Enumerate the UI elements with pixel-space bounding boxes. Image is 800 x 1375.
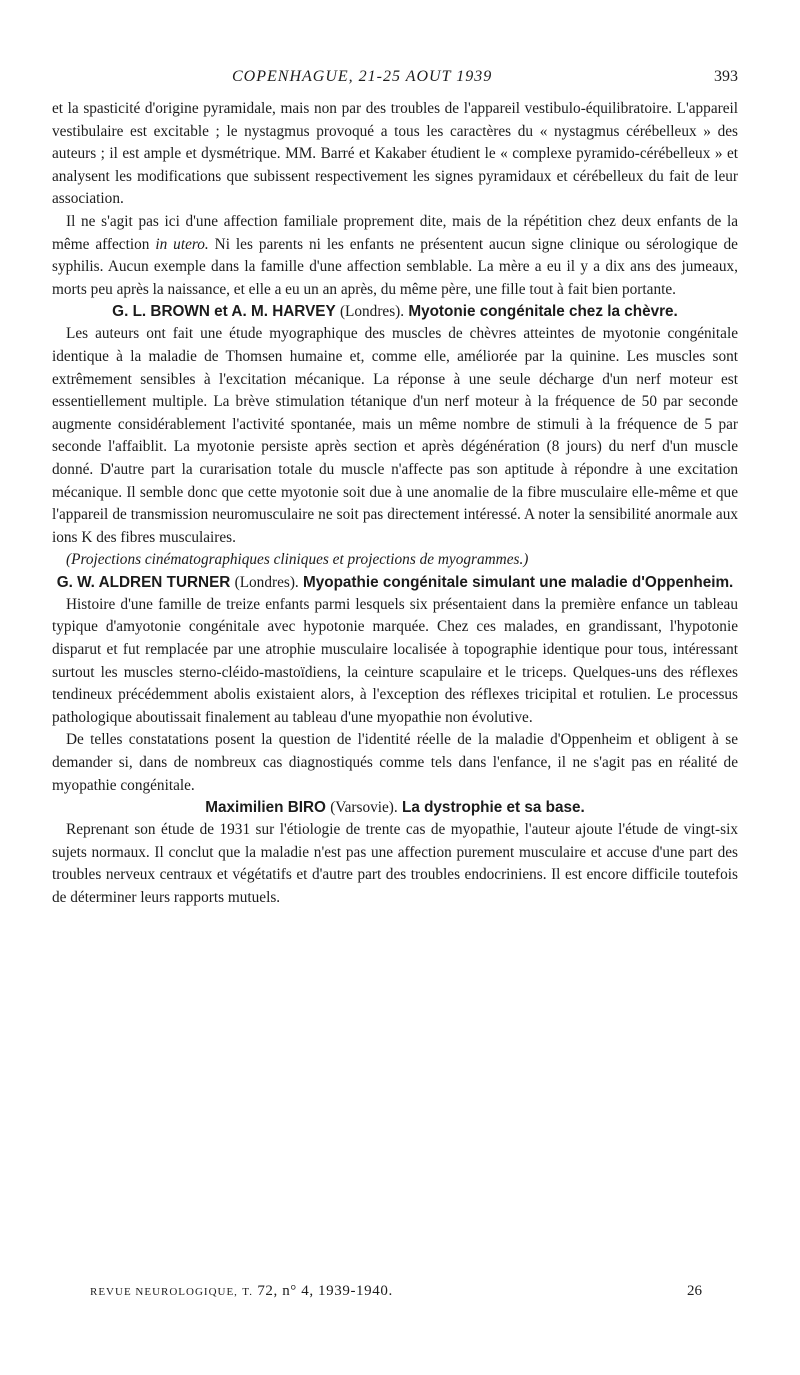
sheet-number: 26 (687, 1283, 702, 1299)
section-2-paragraph-1: Histoire d'une famille de treize enfants parmi lesquels six présentaient dans la première enfance un tableau typique d'amyotonie congénitale avec hypotonie marquée. Chez ces malades, en grandissant, l'hypotonie disparut et fut remplacée par une atrophie musculaire localisée à topographie identique pour tous, intéressant surtout les muscles sterno-cléido-mastoïdiens, la ceinture scapulaire et le triceps. Quelques-uns des réflexes tendineux précédemment abolis existaient alors, à l'exception des réflexes tricipital et rotulien. Le processus pathologique aboutissait finalement au tableau d'une myopathie non évolutive. (52, 595, 738, 726)
intro-p2-text-b: Ni les parents ni les enfants ne présentent aucun signe clinique ou sérologique de syphilis. Aucun exemple dans la famille d'une affection semblable. La mère a eu il y a dix ans des jumeaux, morts peu après la naissance, et elle a eu un an après, du même père, une fille tout à fait bien portante. (52, 235, 738, 298)
section-1-location: (Londres). (339, 303, 405, 321)
section-3-authors: Maximilien BIRO (205, 799, 326, 817)
article-body (52, 98, 738, 910)
intro-p2-text-a: Il ne s'agit pas ici d'une affection familiale proprement dite, mais de la répétition chez deux enfants de la même affection (52, 212, 738, 253)
running-title: COPENHAGUE, 21-25 AOUT 1939 (232, 68, 493, 85)
journal-volume: 72, n° 4, 1939-1940. (257, 1283, 393, 1299)
section-2-location: (Londres). (234, 573, 299, 591)
section-3-location: (Varsovie). (330, 799, 398, 817)
journal-citation (90, 1283, 393, 1300)
section-2-paragraph-2: De telles constatations posent la question de l'identité réelle de la maladie d'Oppenheim et obligent à se demander si, dans de nombreux cas diagnostiqués comme tels dans l'enfance, il ne s'agit pas en réalité de myopathie congénitale. (52, 731, 738, 794)
section-2-title: Myopathie congénitale simulant une maladie d'Oppenheim. (302, 573, 734, 591)
section-heading-turner (52, 572, 738, 594)
running-header (52, 68, 738, 94)
section-3-body: Reprenant son étude de 1931 sur l'étiologie de trente cas de myopathie, l'auteur ajoute l'étude de vingt-six sujets normaux. Il conclut que la maladie n'est pas une affection purement musculaire et accuse d'une part des troubles nerveux centraux et végétatifs et d'autre part des troubles endocriniens. Il est encore difficile toutefois de déterminer leurs rapports mutuels. (52, 821, 738, 906)
section-2-authors: G. W. ALDREN TURNER (56, 573, 231, 591)
section-3-title: La dystrophie et sa base. (401, 799, 585, 817)
journal-name: REVUE NEUROLOGIQUE, (90, 1286, 238, 1298)
intro-paragraph-2 (52, 211, 738, 301)
intro-paragraph-1: et la spasticité d'origine pyramidale, mais non par des troubles de l'appareil vestibulo-équilibratoire. L'appareil vestibulaire est excitable ; le nystagmus provoqué a tous les caractères du « nystagmus cérébelleux » des auteurs ; il est ample et dysmétrique. MM. Barré et Kakaber étudient le « complexe pyramido-cérébelleux » et analysent les modifications que subissent respectivement les signes pyramidaux et cérébelleux du fait de leur association. (52, 100, 738, 208)
page-footer (90, 1283, 702, 1305)
section-heading-biro (52, 797, 738, 819)
section-heading-brown-harvey (52, 301, 738, 323)
section-1-caption: (Projections cinématographiques cliniques et projections de myogrammes.) (66, 551, 529, 569)
section-1-authors: G. L. BROWN et A. M. HARVEY (112, 303, 336, 321)
page-number: 393 (714, 68, 738, 85)
section-1-title: Myotonie congénitale chez la chèvre. (408, 303, 678, 321)
intro-p2-italic: in utero. (155, 235, 209, 253)
section-1-body: Les auteurs ont fait une étude myographique des muscles de chèvres atteintes de myotonie congénitale identique à la maladie de Thomsen humaine et, comme elle, améliorée par la quinine. Les muscles sont extrêmement sensibles à l'excitation mécanique. La réponse à une seule décharge d'un nerf moteur est essentiellement multiple. La brève stimulation tétanique d'un nerf moteur à la fréquence de 50 par seconde augmente considérablement l'activité spontanée, mais un même nombre de stimuli à la fréquence de 5 par seconde l'affaiblit. La myotonie persiste après section et après dégénération (8 jours) du nerf d'un muscle donné. D'autre part la curarisation totale du muscle n'affecte pas son aptitude à répondre à une excitation mécanique. Il semble donc que cette myotonie soit due à une anomalie de la fibre musculaire elle-même et que l'appareil de transmission neuromusculaire ne soit pas directement intéressé. A noter la sensibilité anormale aux ions K des fibres musculaires. (52, 325, 738, 546)
journal-volume-prefix: T. (242, 1286, 253, 1298)
